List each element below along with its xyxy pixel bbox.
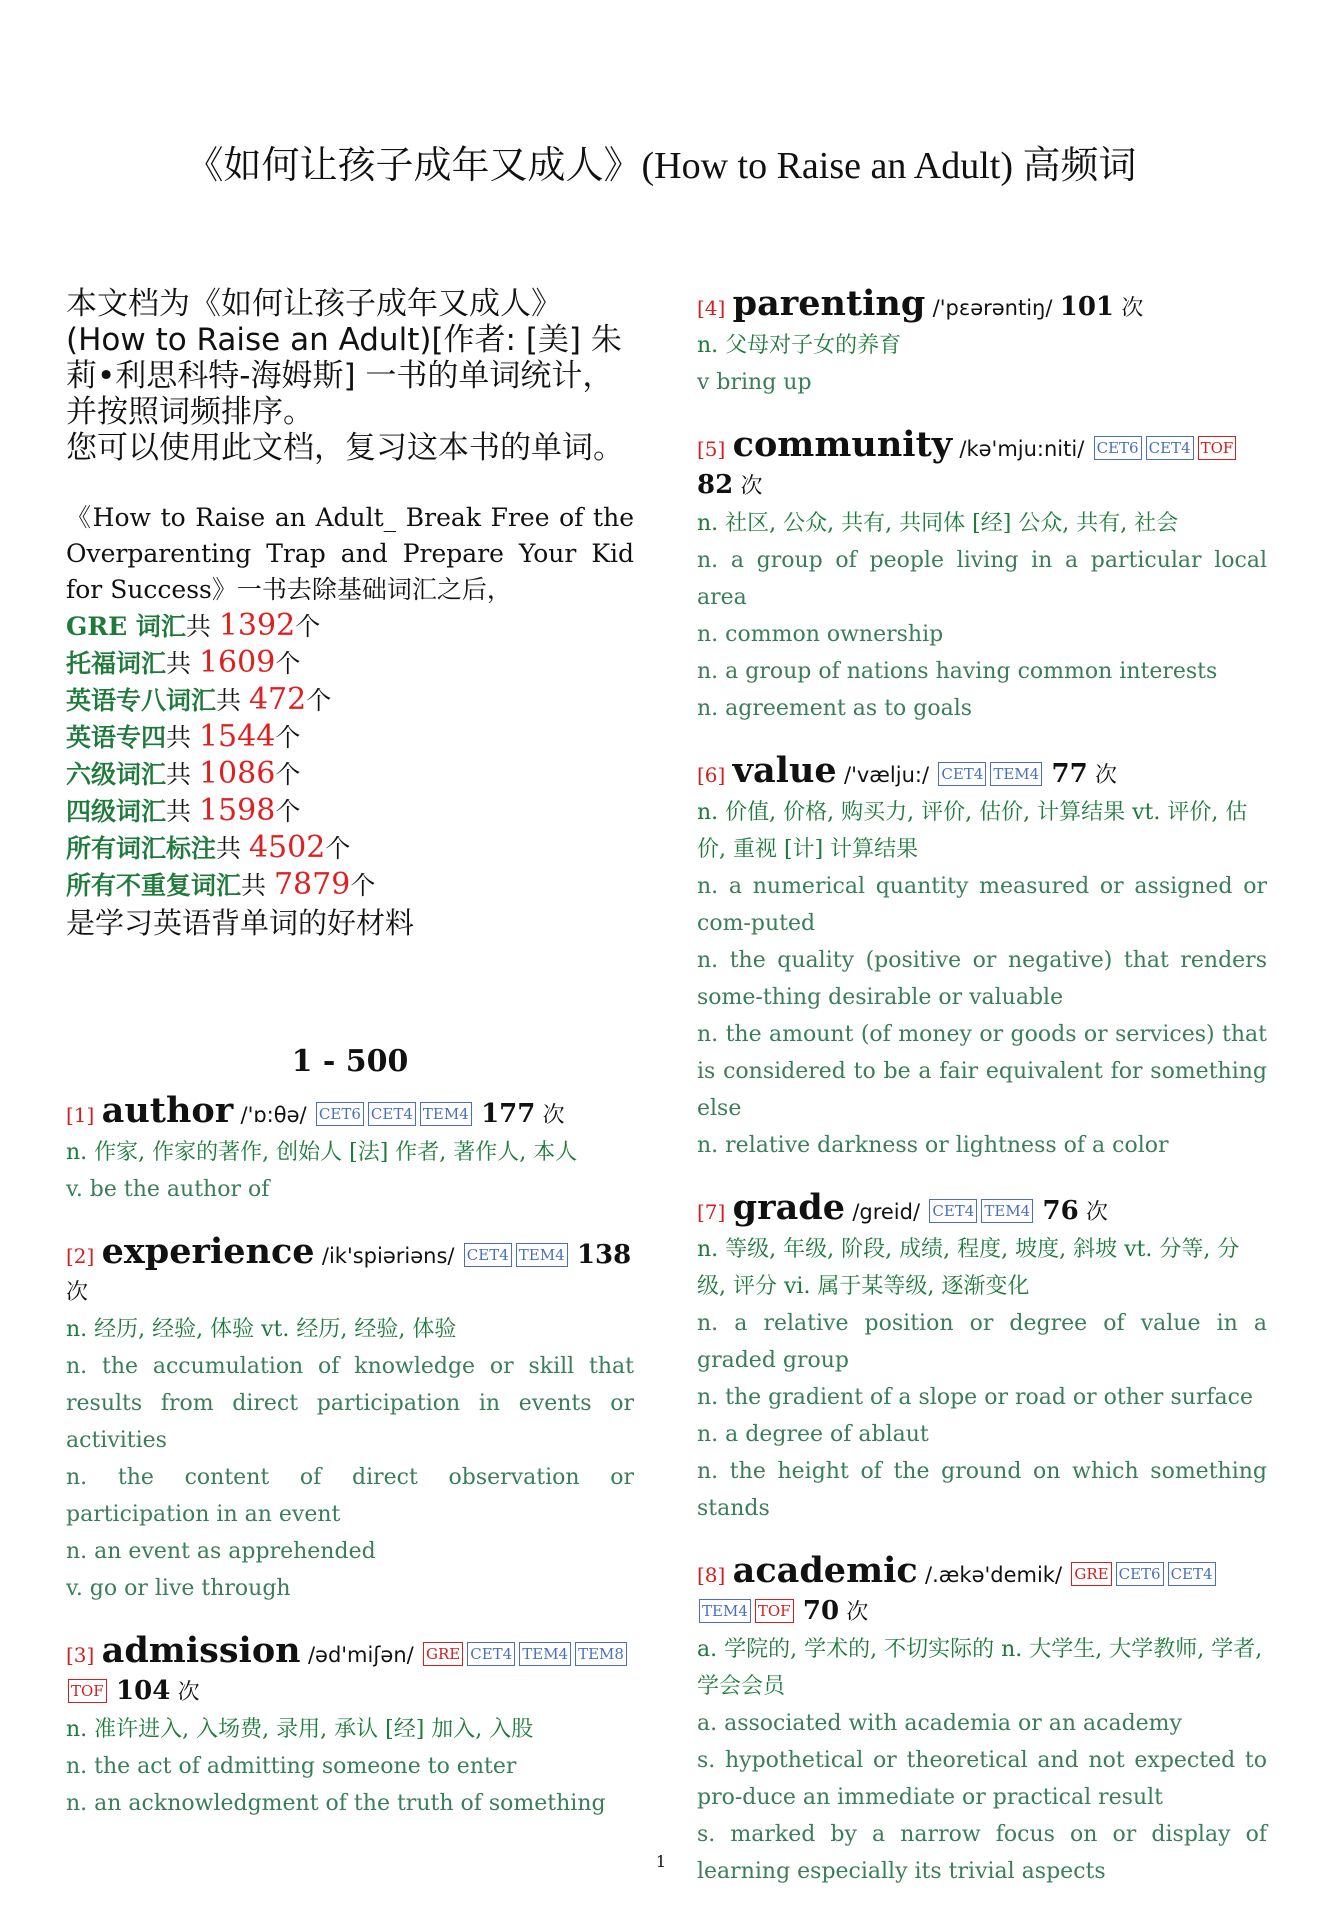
entry-definition: n. the accumulation of knowledge or skill that results from direct participation in events or activities [66, 1354, 634, 1453]
stat-unit: 个 [350, 871, 376, 900]
stat-mid: 共 [166, 797, 199, 826]
entry-count: 70 [802, 1596, 840, 1626]
stat-mid: 共 [166, 723, 199, 752]
exam-tag: CET4 [368, 1102, 416, 1126]
entry-head [66, 1231, 634, 1311]
entry-chinese-meaning: n. 作家, 作家的著作, 创始人 [法] 作者, 著作人, 本人 [66, 1140, 578, 1165]
left-column [66, 286, 634, 1848]
word-entry [697, 1187, 1267, 1527]
entry-definition: n. a relative position or degree of value in a graded group [697, 1311, 1267, 1373]
entry-head [66, 1630, 634, 1711]
entry-index: [4] [697, 296, 726, 320]
word-entry [697, 1550, 1267, 1890]
stat-mid: 共 [216, 686, 249, 715]
entry-pronunciation: /kə'mju:niti/ [959, 437, 1085, 461]
exam-tag: GRE [423, 1642, 463, 1666]
times-label: 次 [1095, 763, 1118, 788]
exam-tag: GRE [1071, 1562, 1111, 1586]
entry-definition: s. hypothetical or theoretical and not expected to pro-duce an immediate or practical result [697, 1748, 1267, 1810]
intro-chinese: 本文档为《如何让孩子成年又成人》(How to Raise an Adult)[作者: [美] 朱莉•利思科特-海姆斯] 一书的单词统计，并按照词频排序。 [66, 286, 622, 430]
entry-chinese-meaning: n. 父母对子女的养育 [697, 333, 902, 358]
entry-index: [2] [66, 1244, 95, 1268]
entry-chinese-meaning: a. 学院的, 学术的, 不切实际的 n. 大学生, 大学教师, 学者, 学会会员 [697, 1637, 1263, 1699]
entry-pronunciation: /'vælju:/ [844, 763, 930, 787]
entry-head [697, 750, 1267, 794]
word-entry [697, 424, 1267, 727]
exam-tag: TEM4 [981, 1199, 1033, 1223]
range-heading: 1 - 500 [291, 1044, 409, 1079]
entry-definition: n. the height of the ground on which something stands [697, 1459, 1267, 1521]
stat-row [66, 756, 634, 793]
stat-number: 1598 [198, 793, 276, 828]
stat-row [66, 793, 634, 830]
entry-definition: n. the amount (of money or goods or services) that is considered to be a fair equivalent for something else [697, 1022, 1267, 1121]
entry-definition: v. be the author of [66, 1177, 270, 1202]
times-label: 次 [542, 1103, 565, 1128]
entry-index: [7] [697, 1200, 726, 1224]
exam-tag: CET4 [929, 1199, 977, 1223]
exam-tag: TEM4 [699, 1599, 751, 1623]
entry-chinese-meaning: n. 经历, 经验, 体验 vt. 经历, 经验, 体验 [66, 1317, 457, 1342]
exam-tag: CET4 [464, 1243, 512, 1267]
stat-label: 英语专八词汇 [66, 686, 217, 715]
entry-index: [8] [697, 1563, 726, 1587]
entry-count: 82 [697, 470, 734, 500]
entry-definition: v. go or live through [66, 1576, 291, 1601]
exam-tag: TEM4 [516, 1243, 568, 1267]
stat-row [66, 682, 634, 719]
stat-unit: 个 [275, 649, 301, 678]
stat-unit: 个 [275, 797, 301, 826]
entry-definition: n. a numerical quantity measured or assigned or com-puted [697, 874, 1267, 936]
right-column [697, 283, 1267, 1916]
entry-chinese-meaning: n. 社区, 公众, 共有, 共同体 [经] 公众, 共有, 社会 [697, 511, 1179, 536]
entry-word: parenting [732, 283, 926, 324]
times-label: 次 [740, 474, 763, 499]
entry-count: 101 [1059, 292, 1115, 322]
entry-count: 104 [116, 1676, 171, 1706]
word-entry [697, 750, 1267, 1164]
entry-definition: n. the gradient of a slope or road or other surface [697, 1385, 1254, 1410]
entry-count: 76 [1042, 1196, 1079, 1226]
exam-tag: TEM8 [575, 1642, 627, 1666]
exam-tag: CET4 [1146, 436, 1194, 460]
stat-number: 1392 [218, 608, 296, 643]
entry-word: experience [101, 1231, 315, 1272]
stat-unit: 个 [306, 686, 332, 715]
entry-pronunciation: /.ækə'demik/ [925, 1563, 1063, 1587]
exam-tag: TEM4 [990, 762, 1042, 786]
exam-tag: TEM4 [519, 1642, 571, 1666]
stat-label: 英语专四 [66, 723, 167, 752]
stat-label: GRE 词汇 [66, 612, 186, 641]
entry-head [697, 424, 1267, 505]
exam-tag: CET6 [1116, 1562, 1164, 1586]
entry-definition: s. marked by a narrow focus on or display of learning especially its trivial aspects [697, 1822, 1267, 1884]
stat-row [66, 719, 634, 756]
entry-index: [5] [697, 437, 726, 461]
stat-unit: 个 [325, 834, 351, 863]
entry-definition: v bring up [697, 370, 812, 395]
stat-label: 托福词汇 [66, 649, 167, 678]
entry-pronunciation: /'pɛərəntiŋ/ [932, 296, 1053, 320]
stats-list [66, 608, 634, 904]
entry-count: 77 [1051, 759, 1088, 789]
times-label: 次 [177, 1680, 200, 1705]
entry-word: admission [101, 1630, 301, 1671]
entry-definition: n. the content of direct observation or participation in an event [66, 1465, 634, 1527]
entry-definition: a. associated with academia or an academy [697, 1711, 1182, 1736]
entry-index: [3] [66, 1643, 95, 1667]
exam-tag: CET6 [1094, 436, 1142, 460]
entry-pronunciation: /əd'miʃən/ [307, 1643, 414, 1667]
entry-definition: n. the act of admitting someone to enter [66, 1754, 517, 1779]
exam-tag: CET4 [1168, 1562, 1216, 1586]
times-label: 次 [1121, 296, 1144, 321]
word-entry [697, 283, 1267, 401]
entry-head [697, 283, 1267, 327]
entry-head [697, 1550, 1267, 1631]
entry-definition: n. common ownership [697, 622, 944, 647]
entry-head [697, 1187, 1267, 1231]
entry-definition: n. the quality (positive or negative) that renders some-thing desirable or valuable [697, 948, 1267, 1010]
exam-tag: TEM4 [420, 1102, 472, 1126]
entry-pronunciation: /greid/ [852, 1200, 921, 1224]
exam-tag: TOF [755, 1599, 794, 1623]
exam-tag: TOF [68, 1679, 107, 1703]
entry-definition: n. an event as apprehended [66, 1539, 376, 1564]
stat-label: 四级词汇 [66, 797, 167, 826]
exam-tag: TOF [1198, 436, 1237, 460]
stat-mid: 共 [216, 834, 249, 863]
page-number: 1 [655, 1852, 667, 1871]
entry-definition: n. a group of people living in a particular local area [697, 548, 1267, 610]
stat-label: 所有不重复词汇 [66, 871, 242, 900]
entry-word: academic [732, 1550, 918, 1591]
stat-unit: 个 [275, 760, 301, 789]
entry-definition: n. a group of nations having common interests [697, 659, 1218, 684]
entry-chinese-meaning: n. 价值, 价格, 购买力, 评价, 估价, 计算结果 vt. 评价, 估价, 重视 [计] 计算结果 [697, 800, 1248, 862]
exam-tag: CET6 [316, 1102, 364, 1126]
stat-number: 7879 [273, 867, 351, 902]
entry-index: [6] [697, 763, 726, 787]
entry-pronunciation: /ik'spiəriəns/ [321, 1244, 455, 1268]
times-label: 次 [66, 1280, 89, 1305]
word-entry [66, 1630, 634, 1822]
stat-label: 所有词汇标注 [66, 834, 217, 863]
times-label: 次 [846, 1600, 869, 1625]
stat-number: 1086 [198, 756, 276, 791]
entry-chinese-meaning: n. 等级, 年级, 阶段, 成绩, 程度, 坡度, 斜坡 vt. 分等, 分级, 评分 vi. 属于某等级, 逐渐变化 [697, 1237, 1240, 1299]
entry-count: 177 [481, 1099, 536, 1129]
entry-pronunciation: /'ɒ:θə/ [240, 1103, 307, 1127]
entry-chinese-meaning: n. 准许进入, 入场费, 录用, 承认 [经] 加入, 入股 [66, 1717, 534, 1742]
stat-number: 1609 [198, 645, 276, 680]
stat-row [66, 645, 634, 682]
word-entry [66, 1090, 634, 1208]
intro-chinese-2: 您可以使用此文档，复习这本书的单词。 [66, 430, 624, 466]
entry-definition: n. agreement as to goals [697, 696, 973, 721]
entry-count: 138 [576, 1240, 632, 1270]
stat-mid: 共 [166, 760, 199, 789]
word-entry [66, 1231, 634, 1607]
exam-tag: CET4 [467, 1642, 515, 1666]
stat-row [66, 608, 634, 645]
stat-number: 4502 [248, 830, 326, 865]
times-label: 次 [1086, 1200, 1109, 1225]
stat-row [66, 830, 634, 867]
entry-word: grade [732, 1187, 845, 1228]
stat-row [66, 867, 634, 904]
stat-unit: 个 [275, 723, 301, 752]
closing-line: 是学习英语背单词的好材料 [66, 906, 415, 940]
stat-number: 472 [248, 682, 307, 717]
entry-word: value [732, 750, 837, 791]
entry-head [66, 1090, 634, 1134]
exam-tag: CET4 [938, 762, 986, 786]
left-entries [66, 1090, 634, 1822]
stat-unit: 个 [295, 612, 321, 641]
entry-definition: n. an acknowledgment of the truth of something [66, 1791, 606, 1816]
entry-word: community [732, 424, 953, 465]
page-title: 《如何让孩子成年又成人》(How to Raise an Adult) 高频词 [185, 145, 1137, 187]
entry-definition: n. relative darkness or lightness of a color [697, 1133, 1169, 1158]
stat-number: 1544 [198, 719, 276, 754]
stat-mid: 共 [185, 612, 219, 641]
right-entries [697, 283, 1267, 1890]
stat-mid: 共 [241, 871, 274, 900]
entry-definition: n. a degree of ablaut [697, 1422, 929, 1447]
stat-label: 六级词汇 [66, 760, 167, 789]
intro-english: 《How to Raise an Adult_ Break Free of the Overparenting Trap and Prepare Your Kid for Success》一书去除基础词汇之后， [66, 503, 634, 604]
stat-mid: 共 [166, 649, 199, 678]
entry-index: [1] [66, 1103, 95, 1127]
entry-word: author [101, 1090, 234, 1131]
